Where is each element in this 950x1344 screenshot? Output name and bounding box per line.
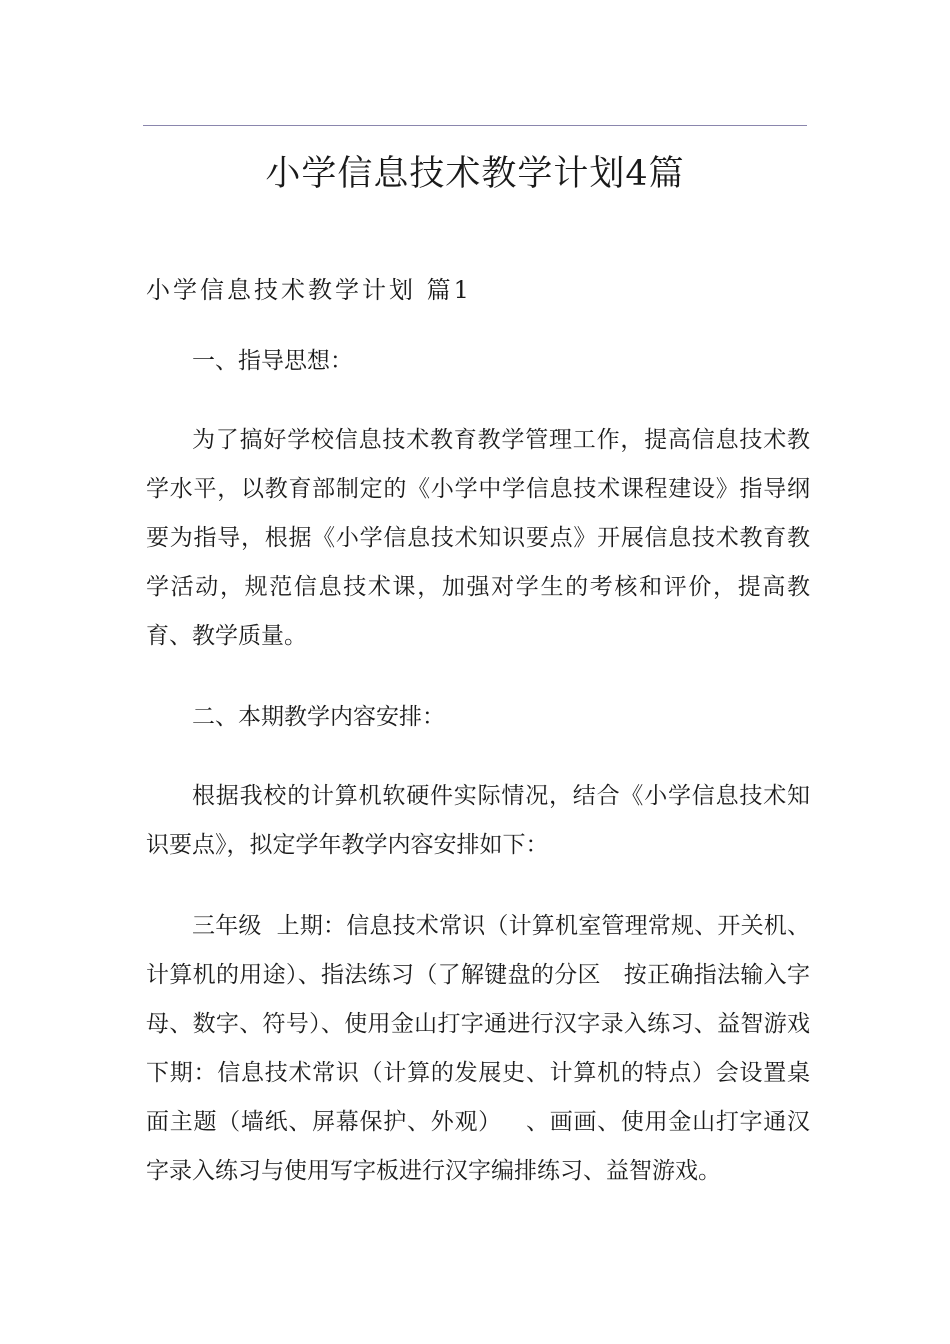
paragraph-grade-three: 三年级 上期：信息技术常识（计算机室管理常规、开关机、计算机的用途）、指法练习（了解键盘的分区 按正确指法输入字母、数字、符号）、使用金山打字通进行汉字录入练习、益智游戏 下期：信息技术常识（计算的发展史、计算机的特点）会设置桌面主题（墙纸、屏幕保护、外观） 、画画、使用金山打字通汉字录入练习与使用写字板进行汉字编排练习、益智游戏。 (146, 913, 825, 1184)
header-rule (143, 125, 807, 126)
heading-content-arrangement: 二、本期教学内容安排： (192, 704, 445, 730)
document-title: 小学信息技术教学计划4篇 (265, 154, 685, 194)
document-body (146, 337, 825, 1228)
paragraph-content-intro: 根据我校的计算机软硬件实际情况，结合《小学信息技术知识要点》，拟定学年教学内容安排如下： (146, 783, 810, 858)
heading-guiding-ideology: 一、指导思想： (192, 348, 353, 374)
section-title: 小学信息技术教学计划 篇1 (146, 276, 472, 304)
paragraph-guiding-ideology: 为了搞好学校信息技术教育教学管理工作，提高信息技术教学水平，以教育部制定的《小学中学信息技术课程建设》指导纲要为指导，根据《小学信息技术知识要点》开展信息技术教育教学活动，规范信息技术课，加强对学生的考核和评价，提高教育、教学质量。 (146, 427, 810, 649)
